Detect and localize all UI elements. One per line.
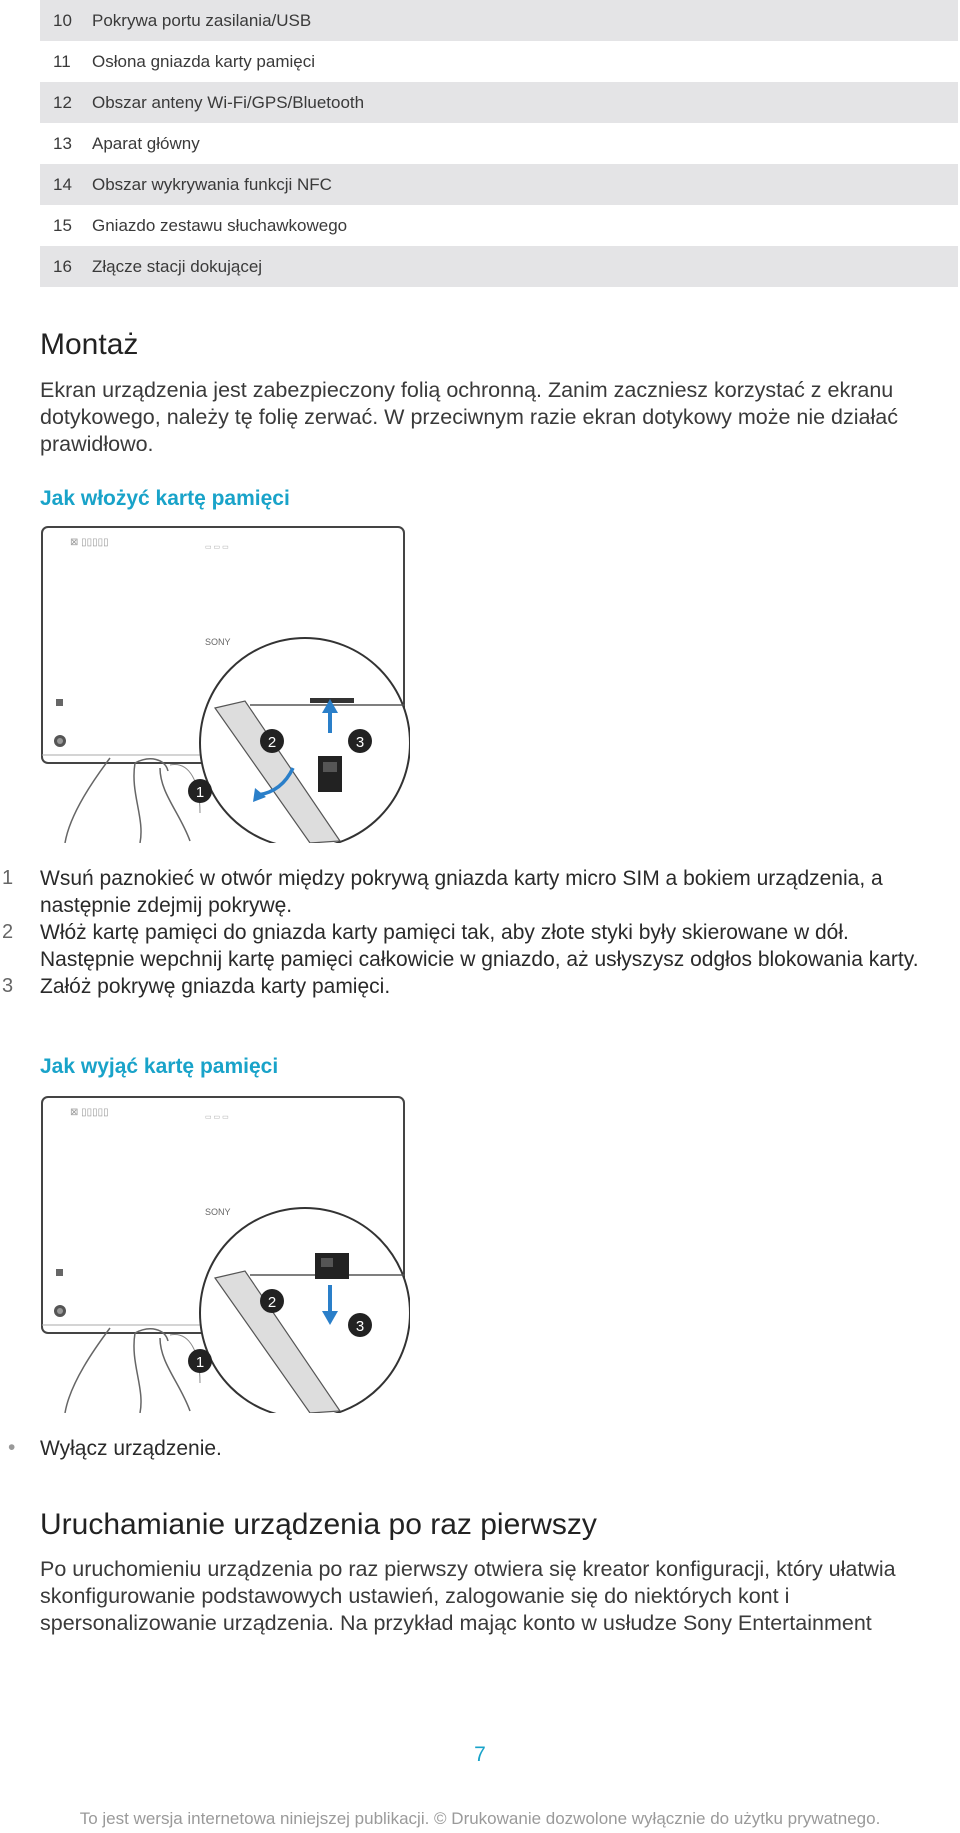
marker-3-label: 3 <box>355 1318 365 1335</box>
part-number: 10 <box>53 10 72 30</box>
marker-2-label: 2 <box>267 1294 277 1311</box>
marker-2-label: 2 <box>267 734 277 751</box>
part-number: 11 <box>53 51 71 71</box>
svg-text:▭ ▭ ▭: ▭ ▭ ▭ <box>205 1114 229 1121</box>
table-row <box>40 246 958 287</box>
page-number: 7 <box>474 1743 486 1766</box>
part-label: Aparat główny <box>92 133 200 153</box>
first-start-paragraph: Po uruchomieniu urządzenia po raz pierwszy otwiera się kreator konfiguracji, który ułatwia skonfigurowanie podstawowych ustawień, zalogowanie się do niektórych kont i spersonalizowanie urządzenia. Na przykład mając konto w usłudze Sony Entertainment <box>40 1557 896 1635</box>
svg-text:⊠ ▯▯▯▯▯: ⊠ ▯▯▯▯▯ <box>70 537 109 548</box>
table-row <box>40 41 958 82</box>
insert-card-illustration <box>40 523 410 843</box>
parts-table <box>40 0 958 287</box>
brand-label: SONY <box>205 637 231 647</box>
part-label: Gniazdo zestawu słuchawkowego <box>92 215 348 235</box>
part-label: Pokrywa portu zasilania/USB <box>92 10 312 30</box>
list-item <box>0 865 920 919</box>
remove-bullet-item <box>0 1437 222 1461</box>
part-label: Osłona gniazda karty pamięci <box>92 51 316 71</box>
footer-notice: To jest wersja internetowa niniejszej publikacji. © Drukowanie dozwolone wyłącznie do użytku prywatnego. <box>79 1809 881 1828</box>
section-title-montaz: Montaż <box>40 328 139 361</box>
subsection-title-insert: Jak włożyć kartę pamięci <box>40 487 290 510</box>
part-number: 16 <box>53 256 72 276</box>
bullet-text: Wyłącz urządzenie. <box>40 1437 222 1460</box>
table-row <box>40 82 958 123</box>
insert-steps-list <box>0 865 960 1000</box>
list-item <box>0 919 920 973</box>
svg-text:⊠ ▯▯▯▯▯: ⊠ ▯▯▯▯▯ <box>70 1107 109 1118</box>
bullet-icon: • <box>8 1436 16 1459</box>
step-text: Włóż kartę pamięci do gniazda karty pamięci tak, aby złote styki były skierowane w dół. Następnie wepchnij kartę pamięci całkowicie w gniazdo, aż usłyszysz odgłos blokowania karty. <box>40 921 919 971</box>
marker-1-label: 1 <box>195 1354 205 1371</box>
part-label: Obszar wykrywania funkcji NFC <box>92 174 332 194</box>
remove-card-illustration <box>40 1093 410 1413</box>
step-number: 1 <box>2 867 14 889</box>
part-label: Obszar anteny Wi-Fi/GPS/Bluetooth <box>92 92 365 112</box>
marker-3-label: 3 <box>355 734 365 751</box>
section-title-first-start: Uruchamianie urządzenia po raz pierwszy <box>40 1508 597 1541</box>
insert-card-figure <box>40 523 410 843</box>
remove-card-figure <box>40 1093 410 1413</box>
list-item <box>0 973 920 1000</box>
table-row <box>40 164 958 205</box>
part-number: 15 <box>53 215 72 235</box>
table-row <box>40 205 958 246</box>
marker-1-label: 1 <box>195 784 205 801</box>
part-number: 14 <box>53 174 72 194</box>
brand-label: SONY <box>205 1207 231 1217</box>
part-number: 13 <box>53 133 72 153</box>
part-label: Złącze stacji dokującej <box>92 256 263 276</box>
table-row <box>40 123 958 164</box>
table-row <box>40 0 958 41</box>
step-text: Załóż pokrywę gniazda karty pamięci. <box>40 975 391 998</box>
montaz-paragraph: Ekran urządzenia jest zabezpieczony folią ochronną. Zanim zaczniesz korzystać z ekranu dotykowego, należy tę folię zerwać. W przeciwnym razie ekran dotykowy może nie działać prawidłowo. <box>40 378 898 456</box>
part-number: 12 <box>53 92 72 112</box>
step-text: Wsuń paznokieć w otwór między pokrywą gniazda karty micro SIM a bokiem urządzenia, a następnie zdejmij pokrywę. <box>40 867 883 917</box>
svg-text:▭ ▭ ▭: ▭ ▭ ▭ <box>205 544 229 551</box>
step-number: 3 <box>2 975 14 997</box>
subsection-title-remove: Jak wyjąć kartę pamięci <box>40 1055 279 1078</box>
step-number: 2 <box>2 921 14 943</box>
